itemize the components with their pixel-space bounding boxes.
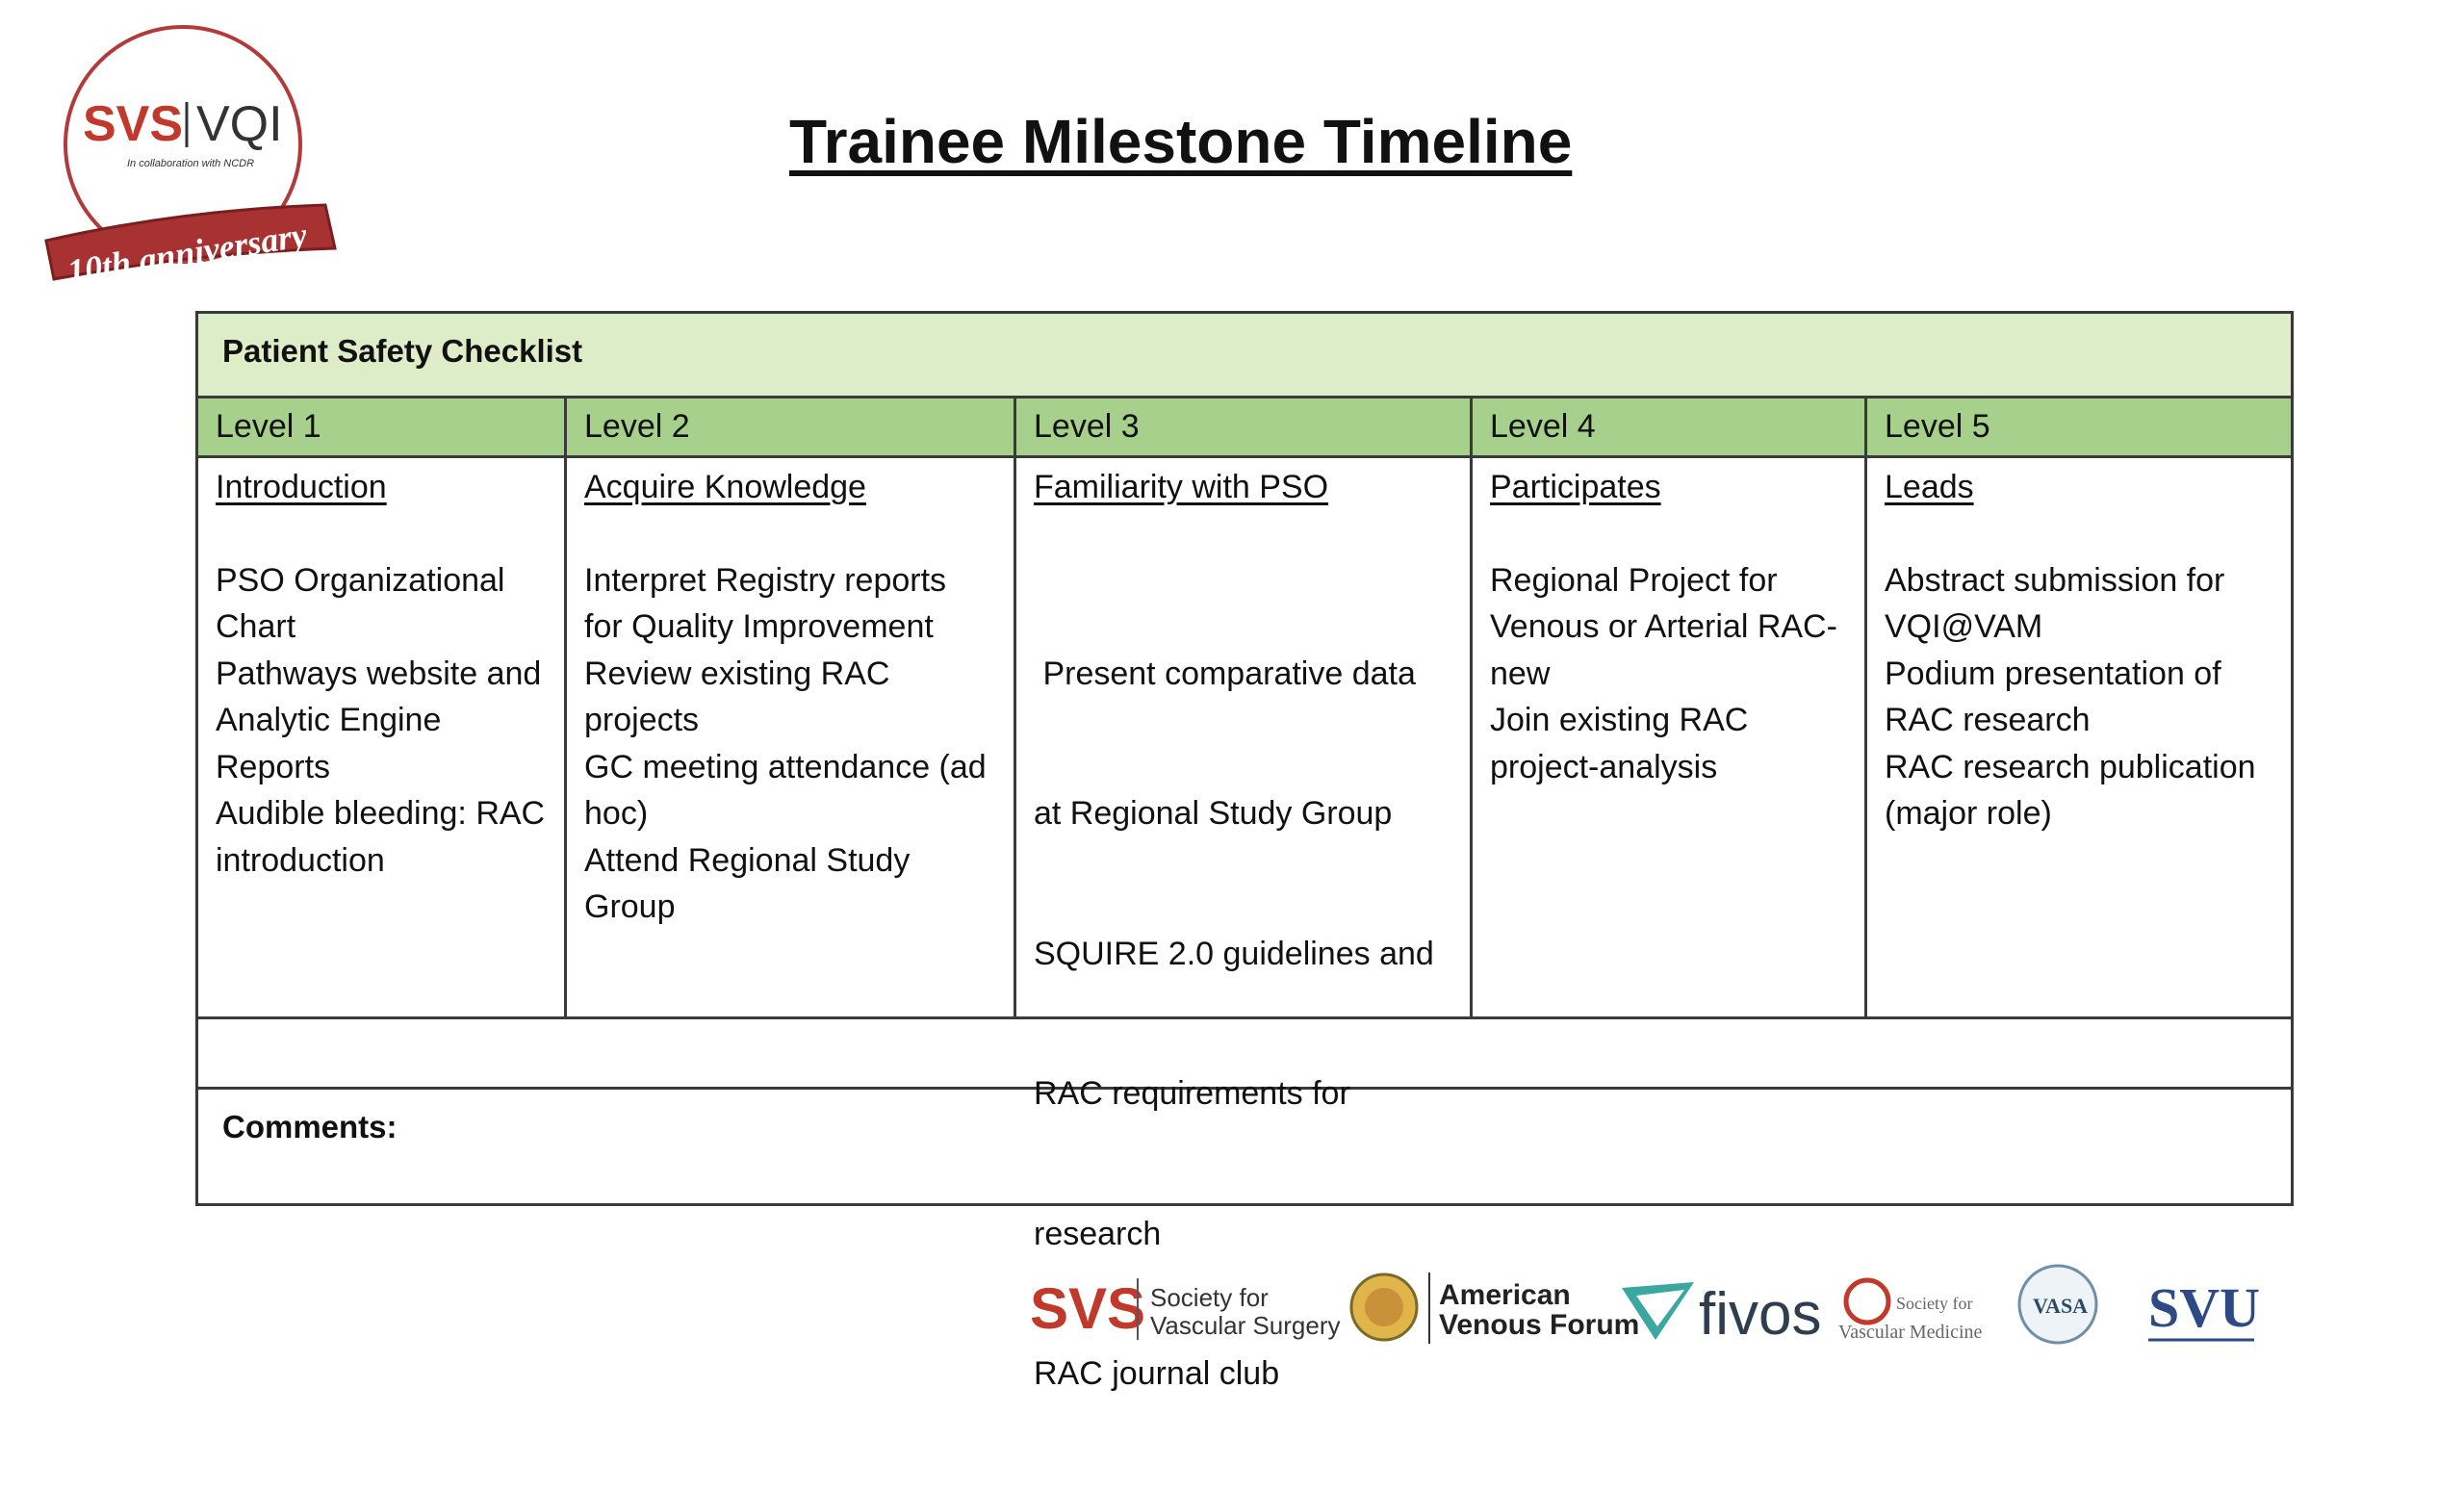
level-4-line: new bbox=[1490, 655, 1551, 692]
svs-vqi-anniversary-logo bbox=[37, 17, 345, 296]
level-5-line: Podium presentation of bbox=[1885, 655, 2221, 692]
level-5-line: RAC research publication bbox=[1885, 748, 2256, 785]
level-1-cell bbox=[198, 458, 567, 1016]
level-1-heading: Introduction bbox=[216, 469, 387, 505]
level-1-line: Chart bbox=[216, 608, 296, 645]
level-1-line: Analytic Engine bbox=[216, 702, 442, 738]
level-4-line: Join existing RAC bbox=[1490, 702, 1749, 738]
svs-footer-logo bbox=[1030, 1276, 1341, 1341]
level-5-line: VQI@VAM bbox=[1885, 608, 2043, 645]
fivos-footer-logo bbox=[1622, 1281, 1821, 1348]
level-4-heading: Participates bbox=[1490, 469, 1661, 505]
svm-footer-logo bbox=[1838, 1280, 1983, 1343]
level-5-line: Abstract submission for bbox=[1885, 561, 2225, 599]
level-3-line: Present comparative data bbox=[1034, 655, 1416, 692]
svm-ring-icon bbox=[1846, 1280, 1888, 1323]
level-2-line: Review existing RAC bbox=[584, 655, 890, 692]
vasa-footer-logo bbox=[2019, 1266, 2096, 1343]
level-3-line: research bbox=[1034, 1215, 1162, 1252]
logo-vqi-text: VQI bbox=[196, 96, 283, 152]
level-1-header: Level 1 bbox=[198, 398, 567, 455]
logo-collaboration-text: In collaboration with NCDR bbox=[127, 158, 255, 169]
svs-logo-text: SVS bbox=[1030, 1276, 1146, 1341]
logo-ribbon-text: 10th anniversary bbox=[64, 215, 310, 292]
svs-name-line-2: Vascular Surgery bbox=[1150, 1311, 1341, 1340]
level-5-cell bbox=[1867, 458, 2291, 1016]
level-1-line: Audible bleeding: RAC bbox=[216, 795, 546, 832]
svm-name-line-2: Vascular Medicine bbox=[1838, 1322, 1983, 1343]
svu-footer-logo bbox=[2148, 1276, 2260, 1340]
level-5-line: RAC research bbox=[1885, 702, 2091, 738]
level-4-cell bbox=[1473, 458, 1867, 1016]
svs-name-line-1: Society for bbox=[1150, 1283, 1269, 1312]
page-title: Trainee Milestone Timeline bbox=[789, 107, 1573, 176]
level-1-line: Pathways website and bbox=[216, 655, 542, 692]
level-4-line: Venous or Arterial RAC- bbox=[1490, 608, 1837, 645]
level-3-line: at Regional Study Group bbox=[1034, 795, 1393, 832]
level-3-header: Level 3 bbox=[1016, 398, 1473, 455]
level-3-heading: Familiarity with PSO bbox=[1034, 469, 1329, 505]
level-1-line: PSO Organizational bbox=[216, 561, 505, 599]
level-2-line: hoc) bbox=[584, 795, 649, 832]
level-1-line: introduction bbox=[216, 841, 385, 879]
level-2-header: Level 2 bbox=[567, 398, 1016, 455]
level-2-line: Attend Regional Study bbox=[584, 841, 911, 879]
partner-logos bbox=[1020, 1251, 2272, 1367]
vasa-logo-text: VASA bbox=[2033, 1294, 2089, 1318]
level-5-line: (major role) bbox=[1885, 795, 2052, 832]
svm-name-line-1: Society for bbox=[1896, 1294, 1973, 1313]
level-3-line: RAC journal club bbox=[1034, 1355, 1280, 1392]
table-header-row bbox=[198, 314, 2291, 398]
level-2-line: GC meeting attendance (ad bbox=[584, 748, 987, 785]
level-header-row bbox=[198, 398, 2291, 458]
comments-label: Comments: bbox=[222, 1109, 398, 1144]
level-2-heading: Acquire Knowledge bbox=[584, 469, 866, 505]
level-3-line: RAC requirements for bbox=[1034, 1075, 1350, 1112]
level-2-line: projects bbox=[584, 702, 700, 738]
level-4-line: project-analysis bbox=[1490, 748, 1718, 785]
avf-name-line-2: Venous Forum bbox=[1439, 1309, 1640, 1341]
level-2-cell bbox=[567, 458, 1016, 1016]
avf-name-line-1: American bbox=[1439, 1279, 1571, 1311]
level-5-heading: Leads bbox=[1885, 469, 1974, 505]
level-2-line: Interpret Registry reports bbox=[584, 561, 947, 599]
svu-logo-text: SVU bbox=[2148, 1276, 2261, 1339]
level-4-line: Regional Project for bbox=[1490, 561, 1778, 599]
patient-safety-checklist-header: Patient Safety Checklist bbox=[222, 333, 583, 369]
level-2-line: Group bbox=[584, 888, 676, 925]
level-2-line: for Quality Improvement bbox=[584, 608, 934, 645]
level-3-line: SQUIRE 2.0 guidelines and bbox=[1034, 935, 1434, 972]
level-5-header: Level 5 bbox=[1885, 408, 1990, 445]
fivos-logo-text: fivos bbox=[1699, 1281, 1822, 1348]
logo-svs-text: SVS bbox=[83, 96, 184, 152]
avf-footer-logo bbox=[1351, 1272, 1639, 1344]
level-1-line: Reports bbox=[216, 748, 331, 785]
level-4-header: Level 4 bbox=[1473, 398, 1867, 455]
